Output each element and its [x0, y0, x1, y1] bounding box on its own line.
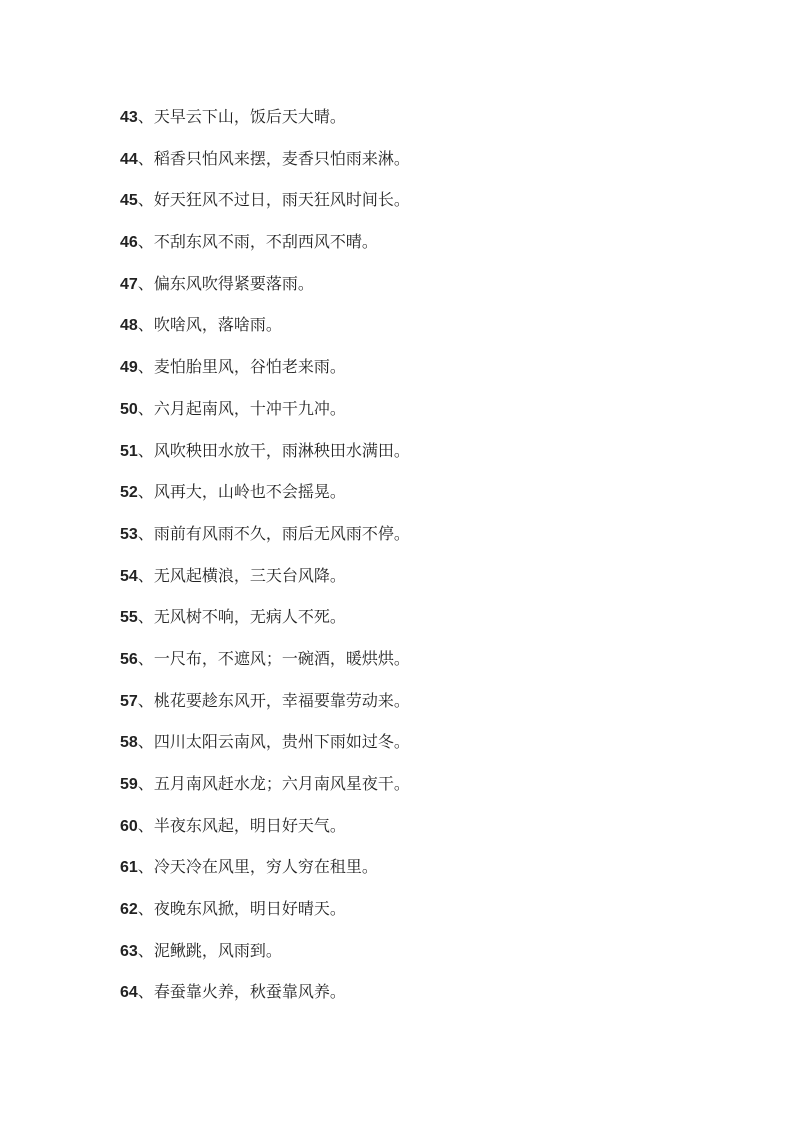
- list-item: [120, 440, 410, 482]
- item-separator: 、: [137, 440, 154, 460]
- item-number: 58: [120, 734, 138, 752]
- item-text: 无风树不响，无病人不死。: [153, 607, 346, 627]
- list-item: [120, 565, 410, 607]
- item-number: 48: [120, 317, 138, 335]
- item-separator: 、: [137, 857, 154, 877]
- item-separator: 、: [137, 648, 154, 668]
- list-item: [120, 273, 410, 315]
- list-item: [120, 940, 410, 982]
- item-number: 62: [120, 901, 138, 919]
- item-number: 53: [120, 525, 138, 543]
- list-item: [120, 606, 410, 648]
- item-separator: 、: [137, 107, 154, 126]
- list-item: [120, 648, 410, 690]
- item-separator: 、: [137, 357, 154, 377]
- item-number: 59: [120, 776, 138, 793]
- item-text: 半夜东风起，明日好天气。: [153, 815, 346, 835]
- list-item: [120, 398, 410, 440]
- item-text: 泥鳅跳，风雨到。: [153, 940, 282, 960]
- list-item: [120, 481, 410, 523]
- item-number: 63: [120, 942, 138, 960]
- item-text: 五月南风赶水龙；六月南风星夜干。: [153, 774, 410, 793]
- item-separator: 、: [137, 190, 154, 210]
- item-separator: 、: [137, 523, 154, 543]
- list-item: [120, 773, 410, 815]
- item-text: 桃花要趁东风开，幸福要靠劳动来。: [153, 690, 410, 710]
- item-text: 麦怕胎里风，谷怕老来雨。: [153, 357, 346, 377]
- item-text: 不刮东风不雨，不刮西风不晴。: [153, 232, 378, 252]
- list-item: [120, 981, 410, 1023]
- item-separator: 、: [137, 815, 154, 835]
- item-number: 52: [120, 484, 138, 502]
- item-number: 60: [120, 817, 138, 835]
- item-separator: 、: [137, 940, 154, 960]
- item-text: 天早云下山，饭后天大晴。: [153, 107, 346, 126]
- item-separator: 、: [137, 273, 154, 293]
- list-item: [120, 314, 410, 356]
- item-number: 43: [120, 109, 138, 126]
- item-separator: 、: [137, 482, 154, 502]
- item-text: 冷天冷在风里，穷人穷在租里。: [153, 857, 378, 877]
- item-text: 四川太阳云南风，贵州下雨如过冬。: [153, 732, 410, 752]
- list-item: [120, 815, 410, 857]
- item-number: 44: [120, 150, 138, 168]
- item-text: 六月起南风，十冲干九冲。: [153, 398, 346, 418]
- item-number: 46: [120, 234, 138, 252]
- item-separator: 、: [137, 565, 154, 585]
- list-item: [120, 898, 410, 940]
- item-separator: 、: [137, 982, 154, 1002]
- item-number: 50: [120, 400, 138, 418]
- item-text: 夜晚东风掀，明日好晴天。: [153, 899, 346, 919]
- item-number: 55: [120, 609, 138, 627]
- item-text: 春蚕靠火养，秋蚕靠风养。: [153, 982, 346, 1002]
- item-number: 57: [120, 692, 138, 710]
- list-item: [120, 231, 410, 273]
- item-number: 56: [120, 650, 138, 668]
- list-item: [120, 106, 410, 148]
- list-item: [120, 523, 410, 565]
- item-text: 风吹秧田水放干，雨淋秧田水满田。: [153, 440, 410, 460]
- list-item: [120, 856, 410, 898]
- item-separator: 、: [137, 899, 154, 919]
- item-separator: 、: [137, 732, 154, 752]
- item-number: 54: [120, 567, 138, 585]
- item-number: 47: [120, 275, 138, 293]
- item-text: 一尺布，不遮风；一碗酒，暖烘烘。: [153, 648, 410, 668]
- item-text: 吹啥风，落啥雨。: [153, 315, 282, 335]
- list-item: [120, 690, 410, 732]
- item-text: 稻香只怕风来摆，麦香只怕雨来淋。: [153, 148, 410, 168]
- item-number: 49: [120, 359, 138, 377]
- item-number: 45: [120, 192, 138, 210]
- item-number: 51: [120, 442, 138, 460]
- item-text: 偏东风吹得紧要落雨。: [153, 273, 314, 293]
- item-number: 64: [120, 984, 138, 1002]
- proverb-list: [120, 106, 410, 1023]
- list-item: [120, 731, 410, 773]
- list-item: [120, 148, 410, 190]
- item-text: 风再大，山岭也不会摇晃。: [153, 482, 346, 502]
- list-item: [120, 189, 410, 231]
- item-separator: 、: [137, 607, 154, 627]
- item-separator: 、: [137, 232, 154, 252]
- item-separator: 、: [137, 774, 154, 793]
- item-text: 好天狂风不过日，雨天狂风时间长。: [153, 190, 410, 210]
- item-text: 雨前有风雨不久，雨后无风雨不停。: [153, 523, 410, 543]
- item-separator: 、: [137, 315, 154, 335]
- item-separator: 、: [137, 148, 154, 168]
- item-separator: 、: [137, 398, 154, 418]
- item-number: 61: [120, 859, 138, 877]
- item-text: 无风起横浪，三天台风降。: [153, 565, 346, 585]
- list-item: [120, 356, 410, 398]
- item-separator: 、: [137, 690, 154, 710]
